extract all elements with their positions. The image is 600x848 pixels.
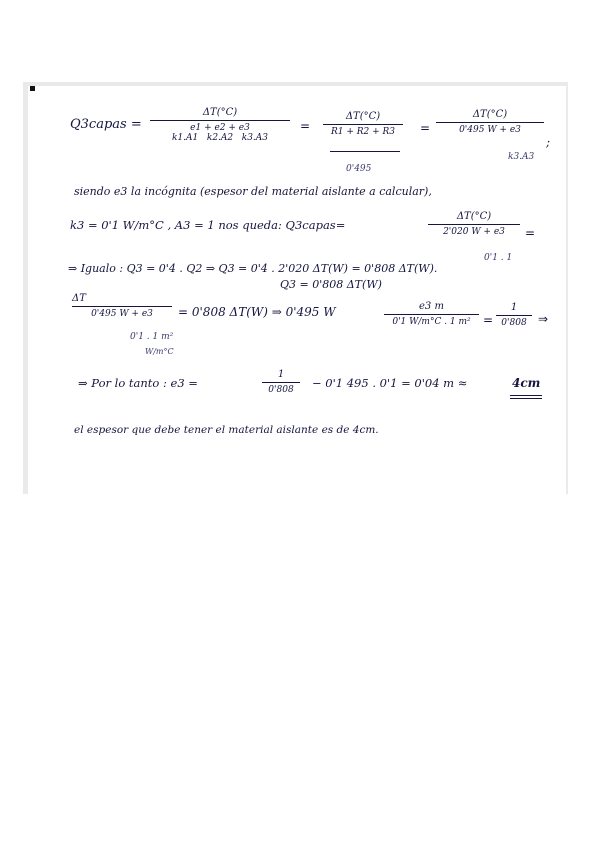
line1-f1-term3: e3 xyxy=(238,123,250,133)
line1-equals-3: = xyxy=(420,121,431,135)
line5-f3-denominator: 0'808 xyxy=(501,318,527,328)
line3-fraction xyxy=(428,212,520,237)
line1-f3-denominator xyxy=(436,123,544,135)
line1-f2-numerator: ΔT(°C) xyxy=(345,111,381,122)
underbrace xyxy=(330,151,400,152)
line5-fraction-1 xyxy=(72,294,172,319)
line4-text-b: Q3 = 0'808 ΔT(W) xyxy=(280,278,382,291)
line3-den-c: 0'1 . 1 xyxy=(484,253,513,263)
line6-rest: − 0'1 495 . 0'1 = 0'04 m ≈ xyxy=(312,376,468,390)
line4-text-a: ⇒ Igualo : Q3 = 0'4 . Q2 ⇒ Q3 = 0'4 . 2'020 ΔT(W) = 0'808 ΔT(W). xyxy=(68,262,438,275)
line1-f1-term1: e1 xyxy=(190,123,202,133)
line5-den-d: W/m°C xyxy=(145,347,174,356)
line3-den-a: 2'020 W + xyxy=(443,227,491,237)
line5-denominator xyxy=(72,307,172,319)
line5-den-b: e3 xyxy=(141,309,153,319)
line5-den-c: 0'1 . 1 m² xyxy=(130,332,174,342)
line3-denominator xyxy=(428,225,520,237)
line5-den-a: 0'495 W + xyxy=(91,309,139,319)
line6-numerator: 1 xyxy=(277,369,285,380)
line1-f2-underbrace-value: 0'495 xyxy=(346,164,372,174)
line6-fraction xyxy=(262,370,300,395)
bullet-marker xyxy=(30,86,35,91)
line3-numerator: ΔT(°C) xyxy=(456,211,492,222)
line1-f3-numerator: ΔT(°C) xyxy=(472,109,508,120)
line5-mid: = 0'808 ΔT(W) ⇒ 0'495 W xyxy=(178,305,336,319)
blank-area xyxy=(0,494,600,848)
line5-numerator: ΔT xyxy=(72,293,86,304)
line1-f1-term3-sub: k3.A3 xyxy=(241,133,269,143)
line1-f3-den-a: 0'495 W + xyxy=(459,125,507,135)
line7-conclusion: el espesor que debe tener el material aislante es de 4cm. xyxy=(74,424,379,436)
line5-equals: = xyxy=(483,313,494,327)
line1-fraction-1 xyxy=(150,108,290,143)
line1-f3-den-c: k3.A3 xyxy=(508,152,535,162)
line1-tail: ; xyxy=(546,135,551,149)
line2-text: siendo e3 la incógnita (espesor del material aislante a calcular), xyxy=(74,185,432,198)
line5-fraction-2 xyxy=(384,302,479,327)
line1-equals-2: = xyxy=(300,119,311,133)
line1-lhs: Q3capas = xyxy=(70,117,142,132)
line6-denominator: 0'808 xyxy=(268,385,294,395)
line1-fraction-3 xyxy=(436,110,544,135)
line1-f2-denominator: R1 + R2 + R3 xyxy=(330,127,396,137)
line3-text: k3 = 0'1 W/m°C , A3 = 1 nos queda: Q3capas= xyxy=(70,218,346,232)
answer-underline-2 xyxy=(510,398,542,399)
answer-underline-1 xyxy=(510,395,542,396)
line5-arrow: ⇒ xyxy=(538,312,549,326)
line1-f1-term2: e2 xyxy=(214,123,226,133)
line5-f2-numerator: e3 m xyxy=(419,301,444,312)
line3-tail: = xyxy=(525,226,536,240)
line6-answer: 4cm xyxy=(512,376,541,390)
line1-f1-term2-sub: k2.A2 xyxy=(206,133,234,143)
line5-fraction-3 xyxy=(496,303,532,328)
line1-f1-denominator: e1 + e2 + e3 xyxy=(190,123,250,133)
line5-f3-numerator: 1 xyxy=(510,302,518,313)
line5-f2-denominator: 0'1 W/m°C . 1 m² xyxy=(392,317,471,327)
line1-f1-numerator: ΔT(°C) xyxy=(202,107,238,118)
line1-f1-denominator-sub xyxy=(150,133,290,143)
line6-lead: ⇒ Por lo tanto : e3 = xyxy=(78,376,198,390)
line3-den-b: e3 xyxy=(493,227,505,237)
line1-f3-den-b: e3 xyxy=(509,125,521,135)
line1-f1-term1-sub: k1.A1 xyxy=(171,133,199,143)
line1-fraction-2 xyxy=(323,112,403,137)
